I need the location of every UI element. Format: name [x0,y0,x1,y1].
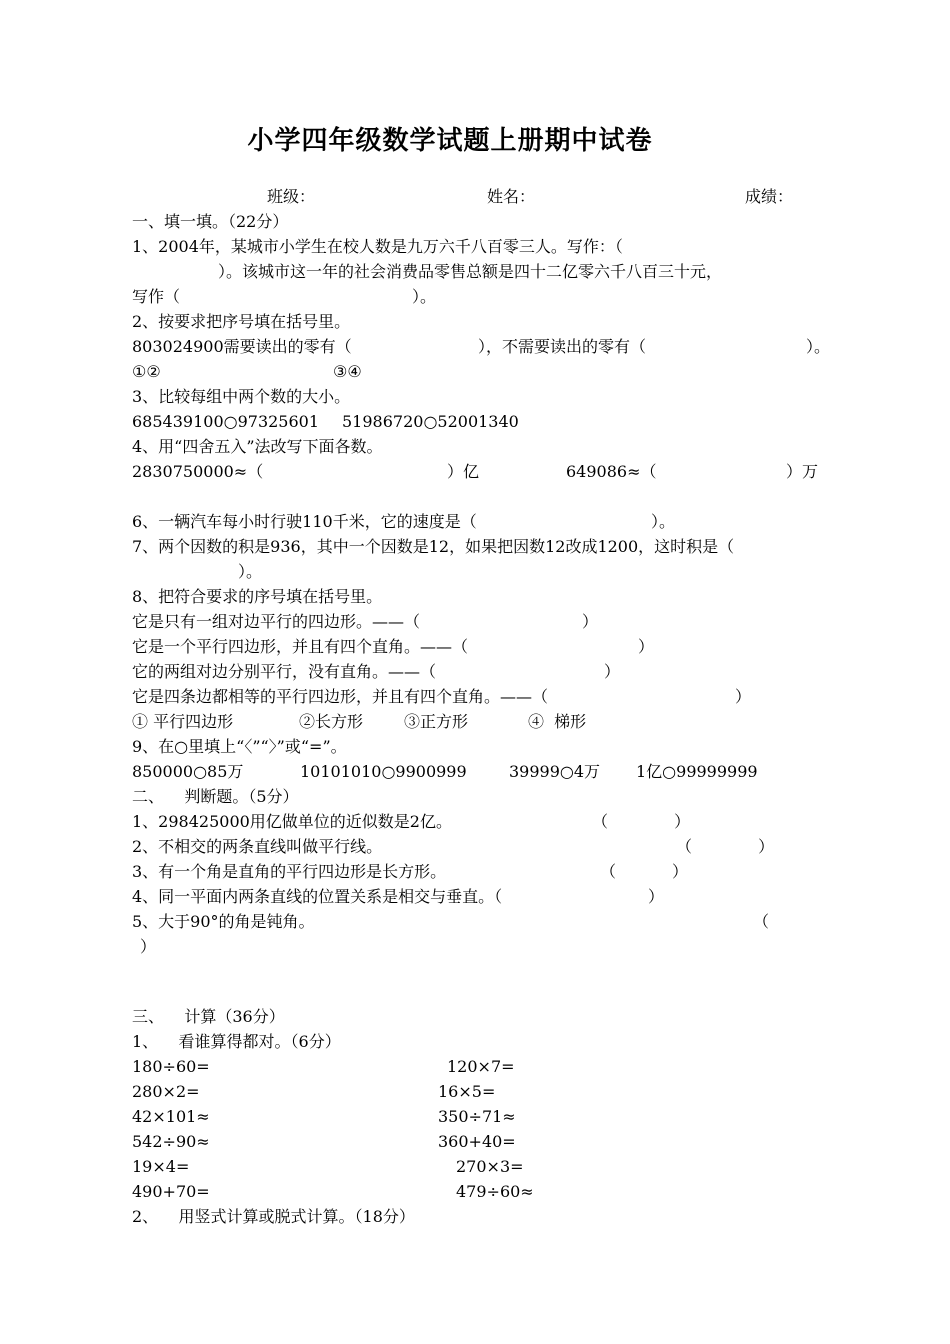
q8-d-right: ） [735,687,752,706]
q9-text: 9、在○里填上“〈”“〉”或“=”。 [132,737,347,756]
q2-options-left: ①② [132,362,161,381]
q8-d-left: 它是四条边都相等的平行四边形，并且有四个直角。——（ [132,687,549,706]
q8-option-1: ① 平行四边形 [132,712,234,731]
judge-1-text: 1、298425000用亿做单位的近似数是2亿。 [132,812,452,831]
calc-item: 270×3= [456,1157,524,1176]
q2-line-1-mid: ），不需要读出的零有（ [478,337,647,356]
q8-text: 8、把符合要求的序号填在括号里。 [132,587,383,606]
calc-item: 120×7= [447,1057,515,1076]
section-2-heading: 二、 判断题。（5分） [132,787,299,806]
q8-c-right: ） [604,662,621,681]
q2-line-1-right: ）。 [806,337,831,356]
q6-left: 6、一辆汽车每小时行驶110千米，它的速度是（ [132,512,477,531]
calc-item: 350÷71≈ [438,1107,516,1126]
q9-compare-1: 850000○85万 [132,762,244,781]
class-label: 班级： [267,187,316,206]
q8-b-left: 它是一个平行四边形，并且有四个直角。——（ [132,637,469,656]
score-label: 成绩： [745,187,794,206]
q1-line-3-right: ）。 [412,287,437,306]
q8-option-2: ②长方形 [299,712,364,731]
judge-2-blank: （ ） [676,837,775,856]
judge-2-text: 2、不相交的两条直线叫做平行线。 [132,837,383,856]
q9-compare-4: 1亿○99999999 [636,762,758,781]
calc-item: 180÷60= [132,1057,210,1076]
calc-item: 490+70= [132,1182,210,1201]
q4-round-2-unit: ）万 [786,462,819,481]
q1-line-2: ）。该城市这一年的社会消费品零售总额是四十二亿零六千八百三十元， [218,262,723,281]
q2-text: 2、按要求把序号填在括号里。 [132,312,351,331]
q7-line-1: 7、两个因数的积是936，其中一个因数是12，如果把因数12改成1200，这时积是（ [132,537,735,556]
calc-item: 280×2= [132,1082,200,1101]
judge-3-blank: （ ） [600,862,688,881]
q9-compare-2: 10101010○9900999 [300,762,467,781]
name-label: 姓名： [487,187,536,206]
judge-5-open: （ [753,912,770,931]
calc-item: 542÷90≈ [132,1132,210,1151]
q6-right: ）。 [651,512,676,531]
page-title: 小学四年级数学试题上册期中试卷 [247,126,653,156]
q8-b-right: ） [638,637,655,656]
q9-compare-3: 39999○4万 [509,762,601,781]
judge-5-text: 5、大于90°的角是钝角。 [132,912,315,931]
q4-round-2-left: 649086≈（ [566,462,657,481]
q1-line-3-left: 写作（ [132,287,181,306]
judge-4-text: 4、同一平面内两条直线的位置关系是相交与垂直。（ [132,887,503,906]
judge-3-text: 3、有一个角是直角的平行四边形是长方形。 [132,862,447,881]
q2-line-1-left: 803024900需要读出的零有（ [132,337,352,356]
q3-text: 3、比较每组中两个数的大小。 [132,387,351,406]
calc-item: 16×5= [438,1082,496,1101]
q8-a-left: 它是只有一组对边平行的四边形。——（ [132,612,421,631]
q3-compare-1: 685439100○97325601 [132,412,320,431]
q8-a-right: ） [582,612,599,631]
q1-line-1: 1、2004年，某城市小学生在校人数是九万六千八百零三人。写作：（ [132,237,623,256]
judge-4-close: ） [648,887,665,906]
q8-option-3: ③正方形 [404,712,469,731]
calc-item: 42×101≈ [132,1107,210,1126]
judge-1-blank: （ ） [592,812,691,831]
calc-1-heading: 1、 看谁算得都对。（6分） [132,1032,341,1051]
q4-text: 4、用“四舍五入”法改写下面各数。 [132,437,383,456]
q4-round-1-unit: ）亿 [447,462,480,481]
q8-c-left: 它的两组对边分别平行，没有直角。——（ [132,662,437,681]
q7-line-2: ）。 [238,562,263,581]
calc-item: 479÷60≈ [456,1182,534,1201]
calc-item: 19×4= [132,1157,190,1176]
q2-options-right: ③④ [333,362,362,381]
calc-item: 360+40= [438,1132,516,1151]
q8-option-4: ④ 梯形 [528,712,587,731]
judge-5-close: ） [140,937,157,956]
q4-round-1-left: 2830750000≈（ [132,462,264,481]
q3-compare-2: 51986720○52001340 [342,412,519,431]
section-1-heading: 一、填一填。（22分） [132,212,289,231]
calc-2-heading: 2、 用竖式计算或脱式计算。（18分） [132,1207,415,1226]
section-3-heading: 三、 计算（36分） [132,1007,285,1026]
